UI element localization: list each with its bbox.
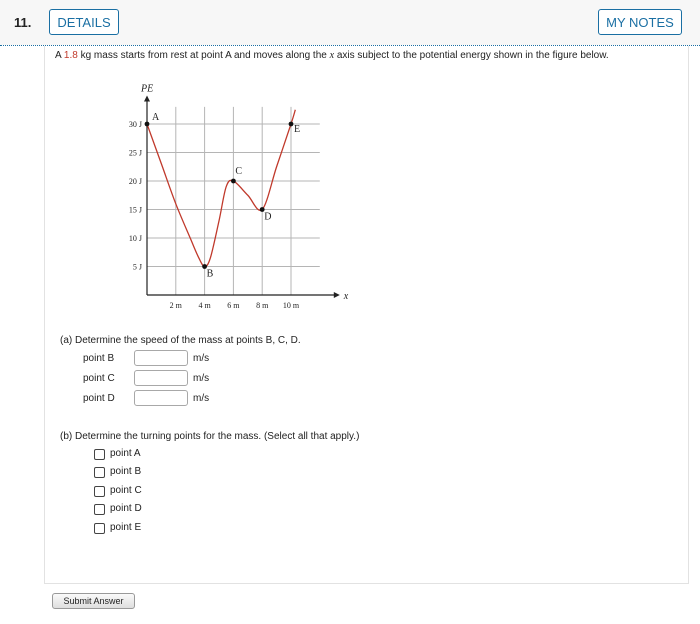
point-d-speed-input[interactable] xyxy=(134,390,188,406)
point-b-label: point B xyxy=(83,353,115,364)
point-a-marker xyxy=(145,122,150,127)
point-b-label: B xyxy=(206,268,214,280)
question-intro: A 1.8 kg mass starts from rest at point A and moves along the x axis subject to the potential energy shown in the figure below. xyxy=(55,50,609,61)
chart-ticks xyxy=(129,84,349,311)
y-tick-label: 25 J xyxy=(128,148,142,158)
x-tick-label: 10 m xyxy=(282,301,300,310)
submit-answer-button[interactable]: Submit Answer xyxy=(52,593,135,609)
point-b-unit: m/s xyxy=(193,353,210,364)
point-e-marker xyxy=(289,122,294,127)
chart-points xyxy=(145,112,301,280)
my-notes-button[interactable]: MY NOTES xyxy=(598,9,682,35)
option-label: point D xyxy=(110,503,142,514)
point-c-marker xyxy=(231,179,236,184)
question-number: 11. xyxy=(14,15,32,30)
x-axis-arrow-icon xyxy=(334,292,340,298)
point-d-label: point D xyxy=(83,393,115,404)
x-tick-label: 6 m xyxy=(227,301,240,310)
point-b-speed-input[interactable] xyxy=(134,350,188,366)
part-b-prompt: (b) Determine the turning points for the mass. (Select all that apply.) xyxy=(60,431,360,442)
option-label: point E xyxy=(110,522,142,533)
y-tick-label: 15 J xyxy=(128,205,142,215)
pe-curve xyxy=(147,110,295,267)
x-tick-label: 8 m xyxy=(256,301,269,310)
potential-energy-chart xyxy=(100,75,349,315)
option-label: point B xyxy=(110,466,142,477)
point-c-speed-input[interactable] xyxy=(134,370,188,386)
option-label: point A xyxy=(110,448,141,459)
checkbox-icon[interactable] xyxy=(94,467,105,478)
checkbox-icon[interactable] xyxy=(94,523,105,534)
point-c-label: C xyxy=(235,166,243,177)
x-tick-label: 2 m xyxy=(169,301,182,310)
y-tick-label: 5 J xyxy=(132,262,142,272)
checkbox-icon[interactable] xyxy=(94,449,105,460)
point-e-label: E xyxy=(294,124,301,135)
chart-grid xyxy=(147,107,320,295)
point-a-label: A xyxy=(152,112,160,123)
question-header xyxy=(0,0,700,45)
y-tick-label: 30 J xyxy=(128,120,142,129)
y-axis-label: PE xyxy=(141,83,154,95)
point-c-unit: m/s xyxy=(193,373,210,384)
x-tick-label: 4 m xyxy=(198,301,211,310)
option-label: point C xyxy=(110,485,142,496)
point-d-unit: m/s xyxy=(193,393,210,404)
y-axis-arrow-icon xyxy=(144,96,150,102)
checkbox-icon[interactable] xyxy=(94,504,105,515)
point-c-label: point C xyxy=(83,373,115,384)
y-tick-label: 20 J xyxy=(128,177,142,186)
y-tick-label: 10 J xyxy=(128,234,142,243)
mass-value: 1.8 xyxy=(63,50,78,61)
checkbox-icon[interactable] xyxy=(94,486,105,497)
details-button[interactable]: DETAILS xyxy=(49,9,119,35)
part-a-prompt: (a) Determine the speed of the mass at points B, C, D. xyxy=(60,335,301,346)
point-d-label: D xyxy=(264,211,272,223)
x-axis-label: x xyxy=(343,291,349,302)
